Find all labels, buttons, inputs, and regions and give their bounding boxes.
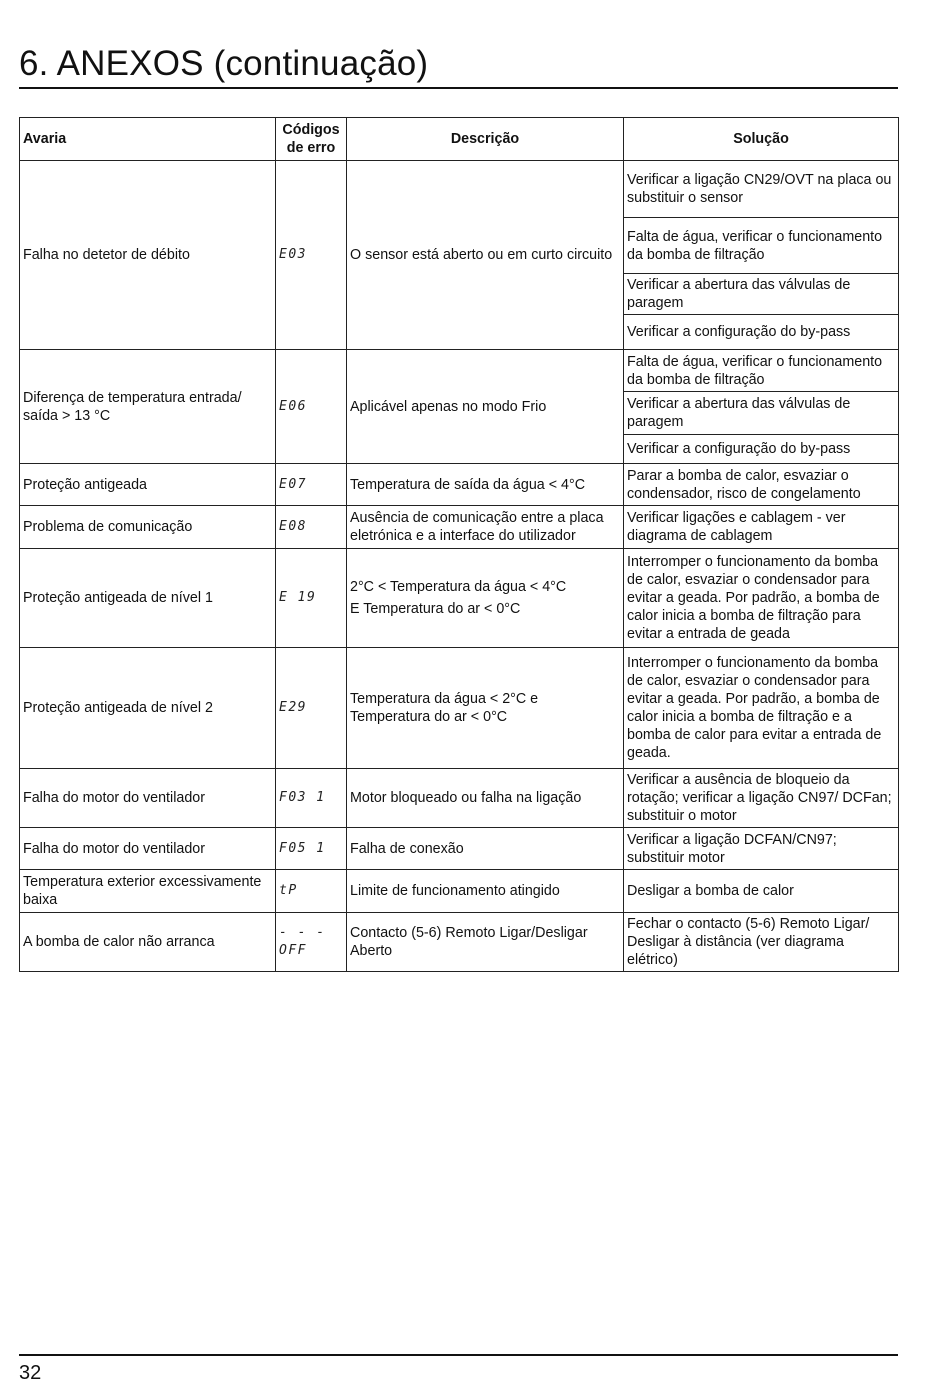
solution-cell: Verificar a abertura das válvulas de paragem bbox=[624, 274, 899, 315]
page-number: 32 bbox=[19, 1362, 42, 1384]
table-row bbox=[20, 870, 899, 913]
description-cell: Aplicável apenas no modo Frio bbox=[347, 350, 624, 464]
header-code-line1: Códigos bbox=[282, 122, 340, 138]
header-code bbox=[276, 118, 347, 161]
description-cell: O sensor está aberto ou em curto circuito bbox=[347, 161, 624, 350]
error-code-cell: E06 bbox=[276, 350, 347, 464]
fault-cell: Proteção antigeada de nível 1 bbox=[20, 549, 276, 648]
solution-cell: Falta de água, verificar o funcionamento da bomba de filtração bbox=[624, 218, 899, 274]
solution-cell: Interromper o funcionamento da bomba de calor, esvaziar o condensador para evitar a geada. Por padrão, a bomba de calor inicia a bomba de filtração para evitar a entrada de geada bbox=[624, 549, 899, 648]
solution-cell: Falta de água, verificar o funcionamento da bomba de filtração bbox=[624, 350, 899, 392]
header-description: Descrição bbox=[347, 118, 624, 161]
table-row bbox=[20, 549, 899, 648]
fault-cell: Proteção antigeada bbox=[20, 464, 276, 506]
solution-cell: Verificar a ligação CN29/OVT na placa ou substituir o sensor bbox=[624, 161, 899, 218]
footer-divider bbox=[19, 1354, 898, 1356]
error-code-cell: F05 1 bbox=[276, 828, 347, 870]
table-row bbox=[20, 464, 899, 506]
solution-cell: Parar a bomba de calor, esvaziar o condensador, risco de congelamento bbox=[624, 464, 899, 506]
error-code-cell bbox=[276, 913, 347, 972]
error-code-cell: E 19 bbox=[276, 549, 347, 648]
fault-cell: A bomba de calor não arranca bbox=[20, 913, 276, 972]
description-line: 2°C < Temperatura da água < 4°C bbox=[350, 579, 567, 595]
fault-cell: Proteção antigeada de nível 2 bbox=[20, 648, 276, 769]
solution-cell: Verificar a configuração do by-pass bbox=[624, 315, 899, 350]
description-cell: Temperatura da água < 2°C e Temperatura do ar < 0°C bbox=[347, 648, 624, 769]
fault-cell: Falha no detetor de débito bbox=[20, 161, 276, 350]
solution-cell: Verificar a configuração do by-pass bbox=[624, 435, 899, 464]
description-cell: Ausência de comunicação entre a placa eletrónica e a interface do utilizador bbox=[347, 506, 624, 549]
error-code-cell: E07 bbox=[276, 464, 347, 506]
header-solution: Solução bbox=[624, 118, 899, 161]
error-code-cell: tP bbox=[276, 870, 347, 913]
table-row bbox=[20, 350, 899, 392]
description-cell: Temperatura de saída da água < 4°C bbox=[347, 464, 624, 506]
page-title: 6. ANEXOS (continuação) bbox=[19, 44, 429, 83]
description-cell: Motor bloqueado ou falha na ligação bbox=[347, 769, 624, 828]
fault-cell: Falha do motor do ventilador bbox=[20, 828, 276, 870]
fault-cell: Diferença de temperatura entrada/ saída > 13 °C bbox=[20, 350, 276, 464]
description-cell bbox=[347, 549, 624, 648]
description-cell: Falha de conexão bbox=[347, 828, 624, 870]
solution-cell: Interromper o funcionamento da bomba de calor, esvaziar o condensador para evitar a geada. Por padrão, a bomba de calor inicia a bomba de filtração e a bomba de calor para evitar a entrada de geada. bbox=[624, 648, 899, 769]
table-header-row bbox=[20, 118, 899, 161]
solution-cell: Verificar a abertura das válvulas de paragem bbox=[624, 392, 899, 435]
description-cell: Contacto (5-6) Remoto Ligar/Desligar Aberto bbox=[347, 913, 624, 972]
table-row bbox=[20, 506, 899, 549]
fault-cell: Falha do motor do ventilador bbox=[20, 769, 276, 828]
header-fault: Avaria bbox=[20, 118, 276, 161]
table-row bbox=[20, 913, 899, 972]
description-line: E Temperatura do ar < 0°C bbox=[350, 601, 521, 617]
table-row bbox=[20, 828, 899, 870]
table-row bbox=[20, 769, 899, 828]
error-code-cell: E03 bbox=[276, 161, 347, 350]
table-row bbox=[20, 648, 899, 769]
error-codes-table bbox=[19, 117, 899, 972]
table-row bbox=[20, 161, 899, 218]
fault-cell: Temperatura exterior excessivamente baixa bbox=[20, 870, 276, 913]
title-divider bbox=[19, 87, 898, 89]
error-code-cell: F03 1 bbox=[276, 769, 347, 828]
header-code-line2: de erro bbox=[286, 140, 336, 156]
error-code-cell: E29 bbox=[276, 648, 347, 769]
solution-cell: Fechar o contacto (5-6) Remoto Ligar/ Desligar à distância (ver diagrama elétrico) bbox=[624, 913, 899, 972]
fault-cell: Problema de comunicação bbox=[20, 506, 276, 549]
solution-cell: Desligar a bomba de calor bbox=[624, 870, 899, 913]
solution-cell: Verificar ligações e cablagem - ver diagrama de cablagem bbox=[624, 506, 899, 549]
error-code-line: - - - bbox=[279, 925, 326, 940]
error-code-line: OFF bbox=[279, 943, 307, 958]
description-cell: Limite de funcionamento atingido bbox=[347, 870, 624, 913]
solution-cell: Verificar a ausência de bloqueio da rotação; verificar a ligação CN97/ DCFan; substituir o motor bbox=[624, 769, 899, 828]
solution-cell: Verificar a ligação DCFAN/CN97; substituir motor bbox=[624, 828, 899, 870]
error-code-cell: E08 bbox=[276, 506, 347, 549]
